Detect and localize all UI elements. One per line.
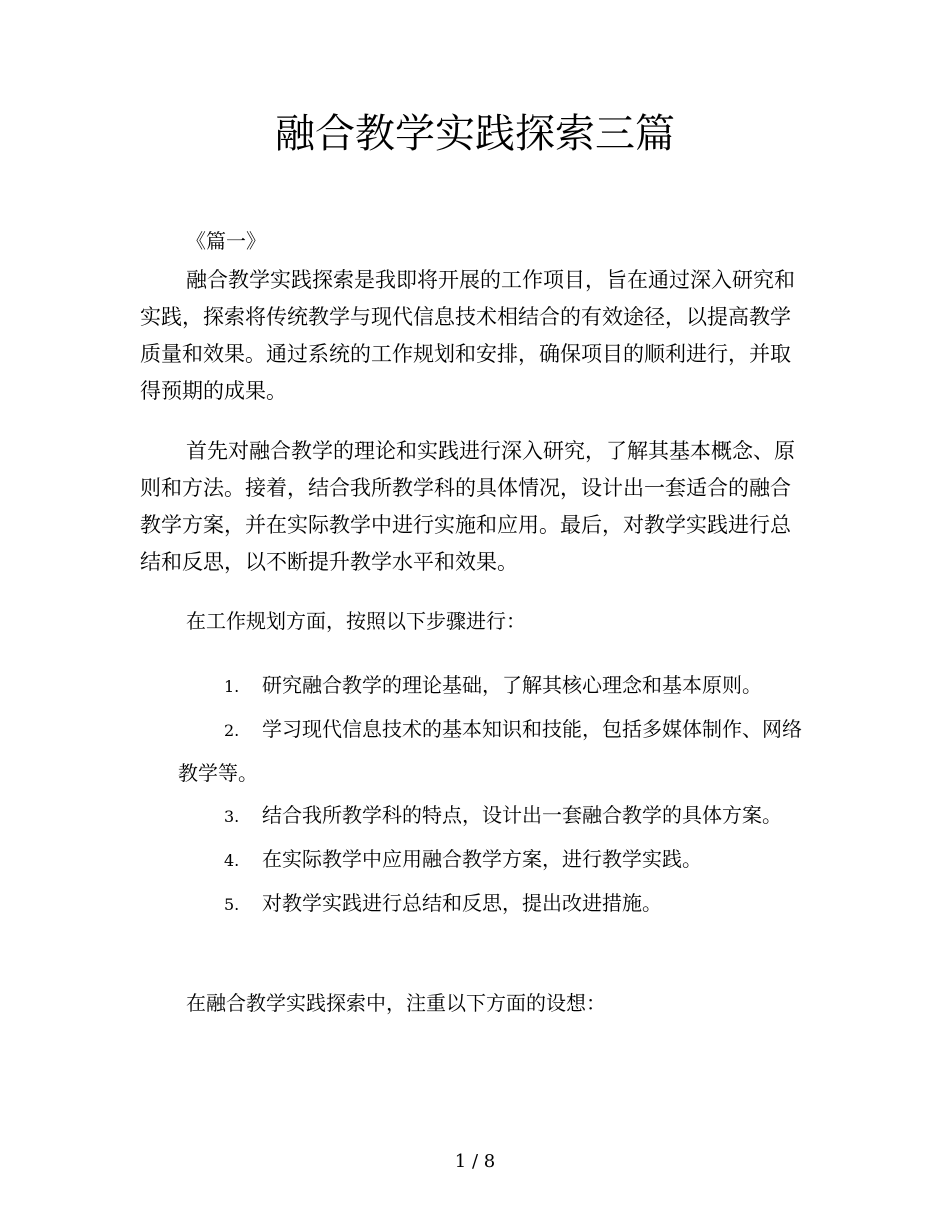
- list-number: 5.: [224, 895, 240, 914]
- document-title: 融合教学实践探索三篇: [275, 111, 675, 157]
- list-number: 4.: [224, 851, 240, 870]
- list-text: 研究融合教学的理论基础，了解其核心理念和基本原则。: [262, 673, 762, 697]
- list-number: 2.: [224, 721, 240, 740]
- list-number: 1.: [224, 677, 240, 696]
- section-label: 《篇一》: [186, 229, 266, 253]
- list-text: 结合我所教学科的特点，设计出一套融合教学的具体方案。: [262, 803, 782, 827]
- paragraph-intro: 融合教学实践探索是我即将开展的工作项目，旨在通过深入研究和实践，探索将传统教学与现代信息技术相结合的有效途径，以提高教学质量和效果。通过系统的工作规划和安排，确保项目的顺利进行，并取得预期的成果。: [140, 268, 795, 403]
- paragraph-approach: 首先对融合教学的理论和实践进行深入研究，了解其基本概念、原则和方法。接着，结合我所教学科的具体情况，设计出一套适合的融合教学方案，并在实际教学中进行实施和应用。最后，对教学实践进行总结和反思，以不断提升教学水平和效果。: [140, 439, 795, 574]
- list-item: [178, 838, 808, 882]
- closing-line: 在融合教学实践探索中，注重以下方面的设想：: [186, 991, 606, 1015]
- plan-intro: 在工作规划方面，按照以下步骤进行：: [186, 609, 526, 633]
- list-item: [178, 882, 808, 926]
- list-item: [178, 708, 808, 794]
- list-item: [178, 664, 808, 708]
- list-text: 在实际教学中应用融合教学方案，进行教学实践。: [262, 847, 702, 871]
- list-text: 学习现代信息技术的基本知识和技能，包括多媒体制作、网络教学等。: [178, 717, 802, 785]
- list-item: [178, 794, 808, 838]
- steps-list: [178, 664, 808, 926]
- list-text: 对教学实践进行总结和反思，提出改进措施。: [262, 891, 662, 915]
- list-number: 3.: [224, 807, 240, 826]
- page-number: 1 / 8: [454, 1151, 496, 1172]
